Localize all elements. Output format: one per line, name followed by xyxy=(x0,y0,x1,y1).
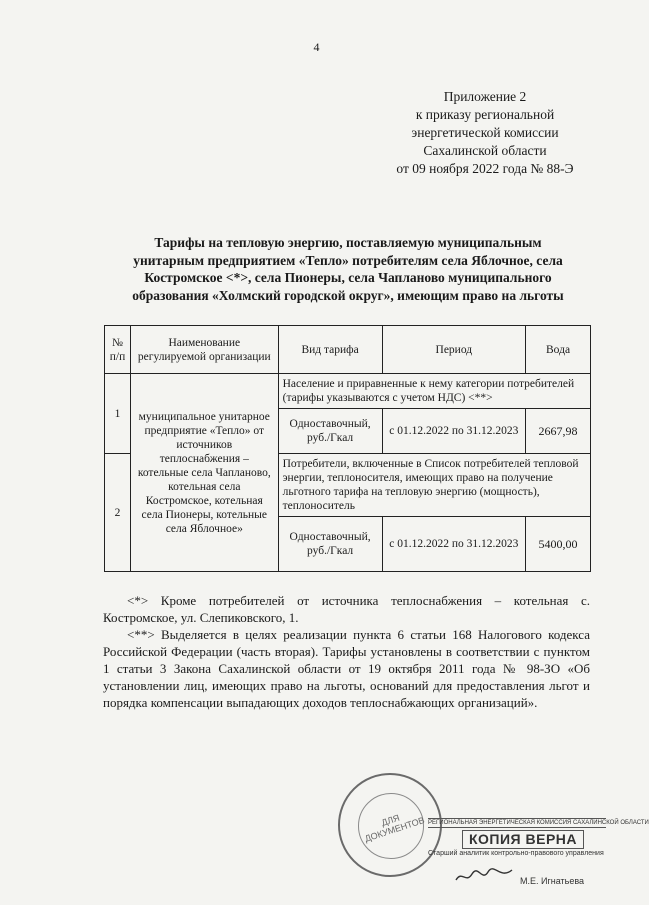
table-header-row xyxy=(105,326,591,374)
title-line: Тарифы на тепловую энергию, поставляемую муниципальным xyxy=(154,235,542,250)
header-water: Вода xyxy=(526,326,591,374)
water-value-cell: 5400,00 xyxy=(526,517,591,572)
tariff-type-cell: Одноставочный, руб./Гкал xyxy=(278,409,382,454)
footnote: <**> Выделяется в целях реализации пункта 6 статьи 168 Налогового кодекса Российской Федерации (часть вторая). Тарифы установлены в соответствии с пунктом 1 статьи 3 Закона Сахалинской области от 19 октября 2011 года № 98-ЗО «Об установлении лиц, имеющих право на льготы, оснований для предоставления льгот и порядка компенсации выпадающих доходов теплоснабжающих организаций». xyxy=(103,627,590,710)
water-value-cell: 2667,98 xyxy=(526,409,591,454)
header-tariff-type: Вид тарифа xyxy=(278,326,382,374)
stamp-org-line: РЕГИОНАЛЬНАЯ ЭНЕРГЕТИЧЕСКАЯ КОМИССИЯ САХАЛИНСКОЙ ОБЛАСТИ xyxy=(428,820,649,826)
row-number: 2 xyxy=(105,454,131,572)
title-line: образования «Холмский городской округ», имеющим право на льготы xyxy=(132,287,564,303)
appendix-line: Сахалинской области xyxy=(423,143,547,158)
seal-text: ДЛЯ ДОКУМЕНТОВ xyxy=(363,812,426,844)
footnotes xyxy=(103,592,590,711)
round-seal xyxy=(338,773,442,877)
organization-cell: муниципальное унитарное предприятие «Тепло» от источников теплоснабжения – котельные села Чапланово, котельная села Костромское, котельная села Пионеры, котельные села Яблочное» xyxy=(130,374,278,572)
header-num: № п/п xyxy=(105,326,131,374)
category-cell: Население и приравненные к нему категории потребителей (тарифы указываются с учетом НДС) <**> xyxy=(278,374,590,409)
appendix-line: энергетической комиссии xyxy=(411,125,559,140)
title-line: Костромское <*>, села Пионеры, села Чапланово муниципального xyxy=(144,270,552,286)
appendix-line: от 09 ноября 2022 года № 88-Э xyxy=(396,161,574,176)
footnote: <*> Кроме потребителей от источника теплоснабжения – котельная с. Костромское, ул. Слепиковского, 1. xyxy=(103,593,590,625)
tariff-type-cell: Одноставочный, руб./Гкал xyxy=(278,517,382,572)
stamp-position: Старший аналитик контрольно-правового управления xyxy=(428,850,604,857)
appendix-block xyxy=(380,88,590,178)
table-row xyxy=(105,374,591,409)
period-cell: с 01.12.2022 по 31.12.2023 xyxy=(382,409,526,454)
category-cell: Потребители, включенные в Список потребителей тепловой энергии, теплоносителя, имеющих право на получение льготного тарифа на тепловую энергию (мощность), теплоноситель xyxy=(278,454,590,517)
period-cell: с 01.12.2022 по 31.12.2023 xyxy=(382,517,526,572)
header-org: Наименование регулируемой организации xyxy=(130,326,278,374)
row-number: 1 xyxy=(105,374,131,454)
signature xyxy=(454,866,514,886)
tariff-table xyxy=(104,325,591,572)
appendix-line: к приказу региональной xyxy=(415,107,555,122)
header-period: Период xyxy=(382,326,526,374)
stamp-signer: М.Е. Игнатьева xyxy=(520,876,585,886)
title-line: унитарным предприятием «Тепло» потребителям села Яблочное, села xyxy=(133,252,563,268)
appendix-line: Приложение 2 xyxy=(443,89,527,104)
document-title xyxy=(100,234,596,304)
stamp-copy-title: КОПИЯ ВЕРНА xyxy=(462,830,584,849)
page-number: 4 xyxy=(313,40,320,54)
